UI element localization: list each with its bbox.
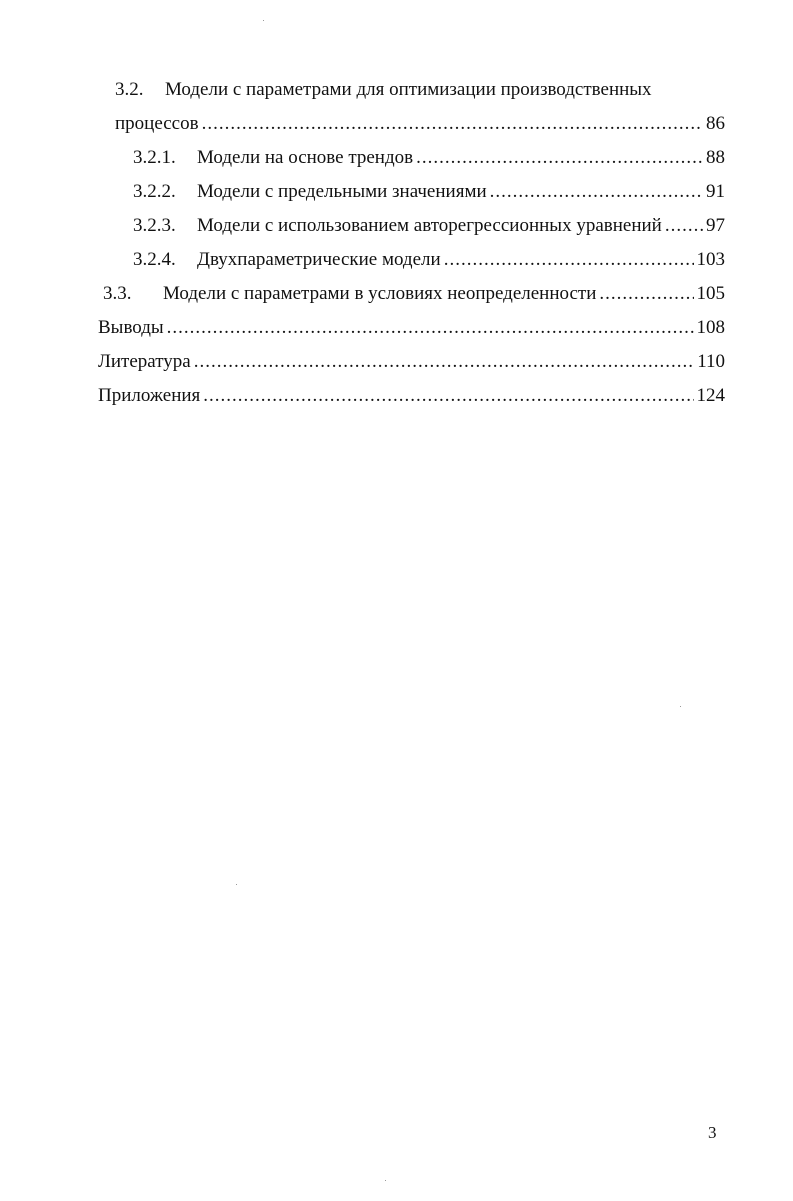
scan-speck: [263, 20, 264, 21]
toc-title: процессов: [115, 113, 199, 134]
toc-entry-3-2-4[interactable]: [133, 248, 725, 272]
toc-page: 86: [706, 113, 725, 134]
toc-entry-appendices[interactable]: [98, 384, 725, 408]
toc-title: Литература: [98, 351, 191, 372]
toc-page: 108: [696, 317, 725, 338]
toc-title: Модели с использованием авторегрессионных уравнений: [197, 215, 662, 236]
dot-leader: [167, 316, 694, 340]
toc-number: 3.2.2.: [133, 181, 176, 202]
toc-page: 88: [706, 147, 725, 168]
toc-page: 97: [706, 215, 725, 236]
toc-title: Модели с предельными значениями: [197, 181, 487, 202]
dot-leader: [194, 350, 694, 374]
toc-entry-3-2-2[interactable]: [133, 180, 725, 204]
dot-leader: [202, 112, 703, 136]
dot-leader: [665, 214, 703, 238]
toc-title: Модели с параметрами для оптимизации производственных: [165, 79, 652, 100]
toc-page: 105: [696, 283, 725, 304]
toc-title: Модели с параметрами в условиях неопределенности: [163, 283, 597, 304]
toc-entry-conclusions[interactable]: [98, 316, 725, 340]
toc-page: 110: [697, 351, 725, 372]
scan-speck: [236, 884, 237, 885]
toc-title: Выводы: [98, 317, 164, 338]
page-number: 3: [708, 1123, 717, 1142]
dot-leader: [444, 248, 694, 272]
toc-number: 3.2.3.: [133, 215, 176, 236]
dot-leader: [203, 384, 693, 408]
toc-title: Двухпараметрические модели: [197, 249, 441, 270]
scan-speck: [680, 706, 681, 707]
toc-title: Приложения: [98, 385, 201, 406]
scan-speck: [385, 1180, 386, 1181]
toc-entry-3-2-3[interactable]: [133, 214, 725, 238]
toc-number: 3.2.: [115, 79, 144, 100]
toc-page: 103: [696, 249, 725, 270]
toc-entry-3-2-1[interactable]: [133, 146, 725, 170]
toc-number: 3.2.4.: [133, 249, 176, 270]
toc-entry-3-3[interactable]: [103, 282, 725, 306]
toc-number: 3.3.: [103, 283, 132, 304]
toc-title: Модели на основе трендов: [197, 147, 414, 168]
toc-page: 124: [696, 385, 725, 406]
toc-entry-3-2-line1: [115, 78, 652, 102]
toc-entry-references[interactable]: [98, 350, 725, 374]
dot-leader: [599, 282, 693, 306]
toc-number: 3.2.1.: [133, 147, 176, 168]
toc-page: 91: [706, 181, 725, 202]
dot-leader: [490, 180, 703, 204]
dot-leader: [416, 146, 703, 170]
toc-entry-3-2-line2[interactable]: [115, 112, 725, 136]
